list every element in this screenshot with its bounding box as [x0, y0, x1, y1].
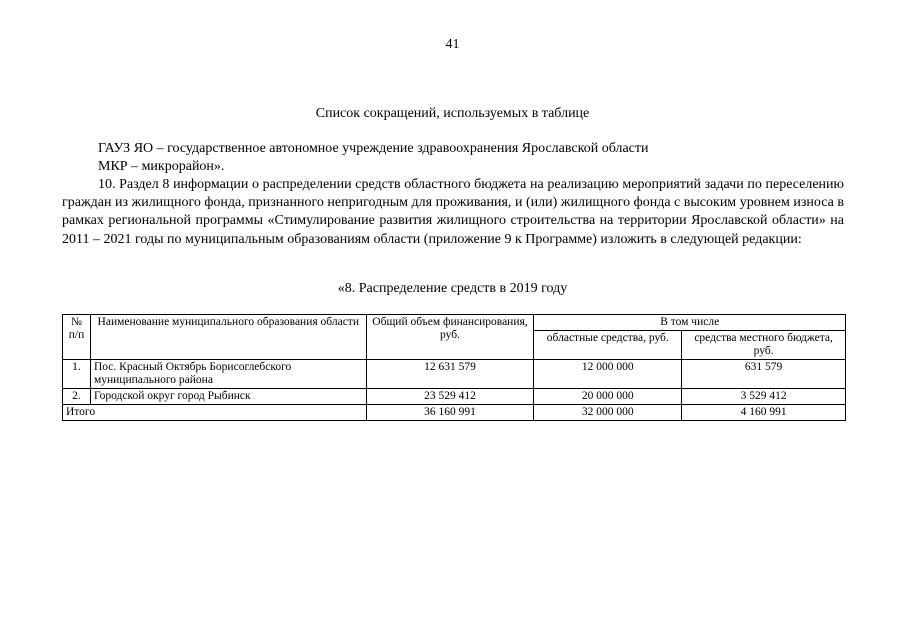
row-regional: 12 000 000	[534, 360, 682, 389]
total-label: Итого	[63, 405, 367, 421]
table-row	[63, 360, 846, 389]
abbreviation-gauz: ГАУЗ ЯО – государственное автономное учреждение здравоохранения Ярославской области	[98, 141, 649, 156]
header-num: № п/п	[63, 315, 91, 360]
header-including: В том числе	[534, 315, 846, 331]
abbreviations-heading: Список сокращений, используемых в таблице	[315, 106, 590, 121]
total-local: 4 160 991	[682, 405, 846, 421]
table-title: «8. Распределение средств в 2019 году	[337, 281, 568, 296]
row-total: 12 631 579	[366, 360, 534, 389]
total-regional: 32 000 000	[534, 405, 682, 421]
table-row	[63, 389, 846, 405]
distribution-table	[62, 314, 846, 421]
abbreviation-mkr: МКР – микрорайон».	[98, 159, 225, 174]
row-num: 1.	[63, 360, 91, 389]
header-total: Общий объем финансирования, руб.	[366, 315, 534, 360]
row-name: Городской округ город Рыбинск	[90, 389, 366, 405]
row-regional: 20 000 000	[534, 389, 682, 405]
row-name: Пос. Красный Октябрь Борисоглебского муниципального района	[90, 360, 366, 389]
row-local: 3 529 412	[682, 389, 846, 405]
table-header-row	[63, 315, 846, 331]
section-10-paragraph: 10. Раздел 8 информации о распределении средств областного бюджета на реализацию мероприятий задачи по переселению граждан из жилищного фонда, признанного непригодным для проживания, и (или) жилищного фонда с высоким уровнем износа в рамках региональной программы «Стимулирование развития жилищного строительства на территории Ярославской области» на 2011 – 2021 годы по муниципальным образованиям области (приложение 9 к Программе) изложить в следующей редакции:	[62, 177, 844, 247]
header-local: средства местного бюджета, руб.	[682, 331, 846, 360]
table-total-row	[63, 405, 846, 421]
total-sum: 36 160 991	[366, 405, 534, 421]
row-total: 23 529 412	[366, 389, 534, 405]
row-num: 2.	[63, 389, 91, 405]
header-name: Наименование муниципального образования области	[90, 315, 366, 360]
row-local: 631 579	[682, 360, 846, 389]
page-number: 41	[445, 37, 460, 52]
header-regional: областные средства, руб.	[534, 331, 682, 360]
